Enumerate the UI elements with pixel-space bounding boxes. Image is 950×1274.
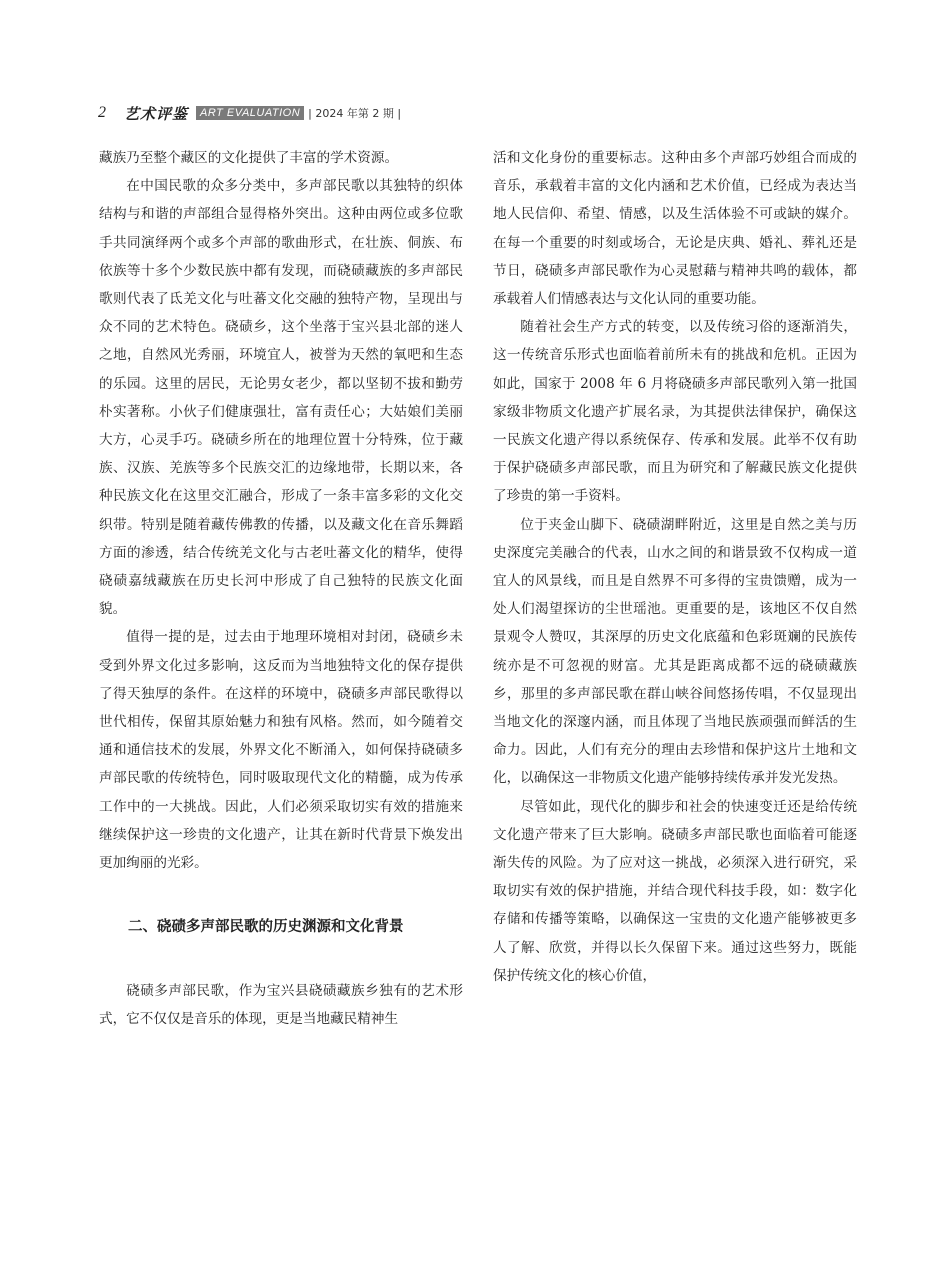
page-header (98, 102, 401, 124)
paragraph: 硗碛多声部民歌，作为宝兴县硗碛藏族乡独有的艺术形式，它不仅仅是音乐的体现，更是当地藏民精神生 (99, 983, 463, 1028)
issue-label: | 2024 年第 2 期 | (308, 107, 402, 120)
paragraph: 尽管如此，现代化的脚步和社会的快速变迁还是给传统文化遗产带来了巨大影响。硗碛多声部民歌也面临着可能逐渐失传的风险。为了应对这一挑战，必须深入进行研究，采取切实有效的保护措施，并结合现代科技手段，如：数字化存储和传播等策略，以确保这一宝贵的文化遗产能够被更多人了解、欣赏，并得以长久保留下来。通过这些努力，既能保护传统文化的核心价值， (493, 798, 857, 984)
left-column (99, 144, 463, 1034)
journal-title: 艺术评鉴 (124, 104, 189, 123)
paragraph: 活和文化身份的重要标志。这种由多个声部巧妙组合而成的音乐，承载着丰富的文化内涵和艺术价值，已经成为表达当地人民信仰、希望、情感，以及生活体验不可或缺的媒介。在每一个重要的时刻或场合，无论是庆典、婚礼、葬礼还是节日，硗碛多声部民歌作为心灵慰藉与精神共鸣的载体，都承载着人们情感表达与文化认同的重要功能。 (493, 150, 857, 308)
paragraph: 位于夹金山脚下、硗碛湖畔附近，这里是自然之美与历史深度完美融合的代表，山水之间的和谐景致不仅构成一道宜人的风景线，而且是自然界不可多得的宝贵馈赠，成为一处人们渴望探访的尘世瑶池。更重要的是，该地区不仅自然景观令人赞叹，其深厚的历史文化底蕴和色彩斑斓的民族传统亦是不可忽视的财富。尤其是距离成都不远的硗碛藏族乡，那里的多声部民歌在群山峡谷间悠扬传唱，不仅显现出当地文化的深邃内涵，而且体现了当地民族顽强而鲜活的生命力。因此，人们有充分的理由去珍惜和保护这片土地和文化，以确保这一非物质文化遗产能够持续传承并发光发热。 (493, 516, 857, 787)
journal-en-label: ART EVALUATION (196, 106, 304, 120)
paragraph: 藏族乃至整个藏区的文化提供了丰富的学术资源。 (99, 150, 399, 166)
section-heading: 二、硗碛多声部民歌的历史渊源和文化背景 (128, 919, 404, 936)
page-number: 2 (98, 104, 106, 121)
paragraph: 值得一提的是，过去由于地理环境相对封闭，硗碛乡未受到外界文化过多影响，这反而为当地独特文化的保存提供了得天独厚的条件。在这样的环境中，硗碛多声部民歌得以世代相传，保留其原始魅力和独有风格。然而，如今随着交通和通信技术的发展，外界文化不断涌入，如何保持硗碛多声部民歌的传统特色，同时吸取现代文化的精髓，成为传承工作中的一大挑战。因此，人们必须采取切实有效的措施来继续保护这一珍贵的文化遗产，让其在新时代背景下焕发出更加绚丽的光彩。 (99, 629, 463, 872)
paragraph: 在中国民歌的众多分类中，多声部民歌以其独特的织体结构与和谐的声部组合显得格外突出。这种由两位或多位歌手共同演绎两个或多个声部的歌曲形式，在壮族、侗族、布依族等十多个少数民族中都有发现，而硗碛藏族的多声部民歌则代表了氐羌文化与吐蕃文化交融的独特产物，呈现出与众不同的艺术特色。硗碛乡，这个坐落于宝兴县北部的迷人之地，自然风光秀丽，环境宜人，被誉为天然的氧吧和生态的乐园。这里的居民，无论男女老少，都以坚韧不拔和勤劳朴实著称。小伙子们健康强壮，富有责任心；大姑娘们美丽大方，心灵手巧。硗碛乡所在的地理位置十分特殊，位于藏族、汉族、羌族等多个民族交汇的边缘地带，长期以来，各种民族文化在这里交汇融合，形成了一条丰富多彩的文化交织带。特别是随着藏传佛教的传播，以及藏文化在音乐舞蹈方面的渗透，结合传统羌文化与古老吐蕃文化的精华，使得硗碛嘉绒藏族在历史长河中形成了自己独特的民族文化面貌。 (99, 178, 463, 618)
right-column (493, 144, 857, 990)
paragraph: 随着社会生产方式的转变，以及传统习俗的逐渐消失，这一传统音乐形式也面临着前所未有的挑战和危机。正因为如此，国家于 2008 年 6 月将硗碛多声部民歌列入第一批国家级非物质文化遗产扩展名录，为其提供法律保护，确保这一民族文化遗产得以系统保存、传承和发展。此举不仅有助于保护硗碛多声部民歌，而且为研究和了解藏民族文化提供了珍贵的第一手资料。 (493, 319, 857, 505)
